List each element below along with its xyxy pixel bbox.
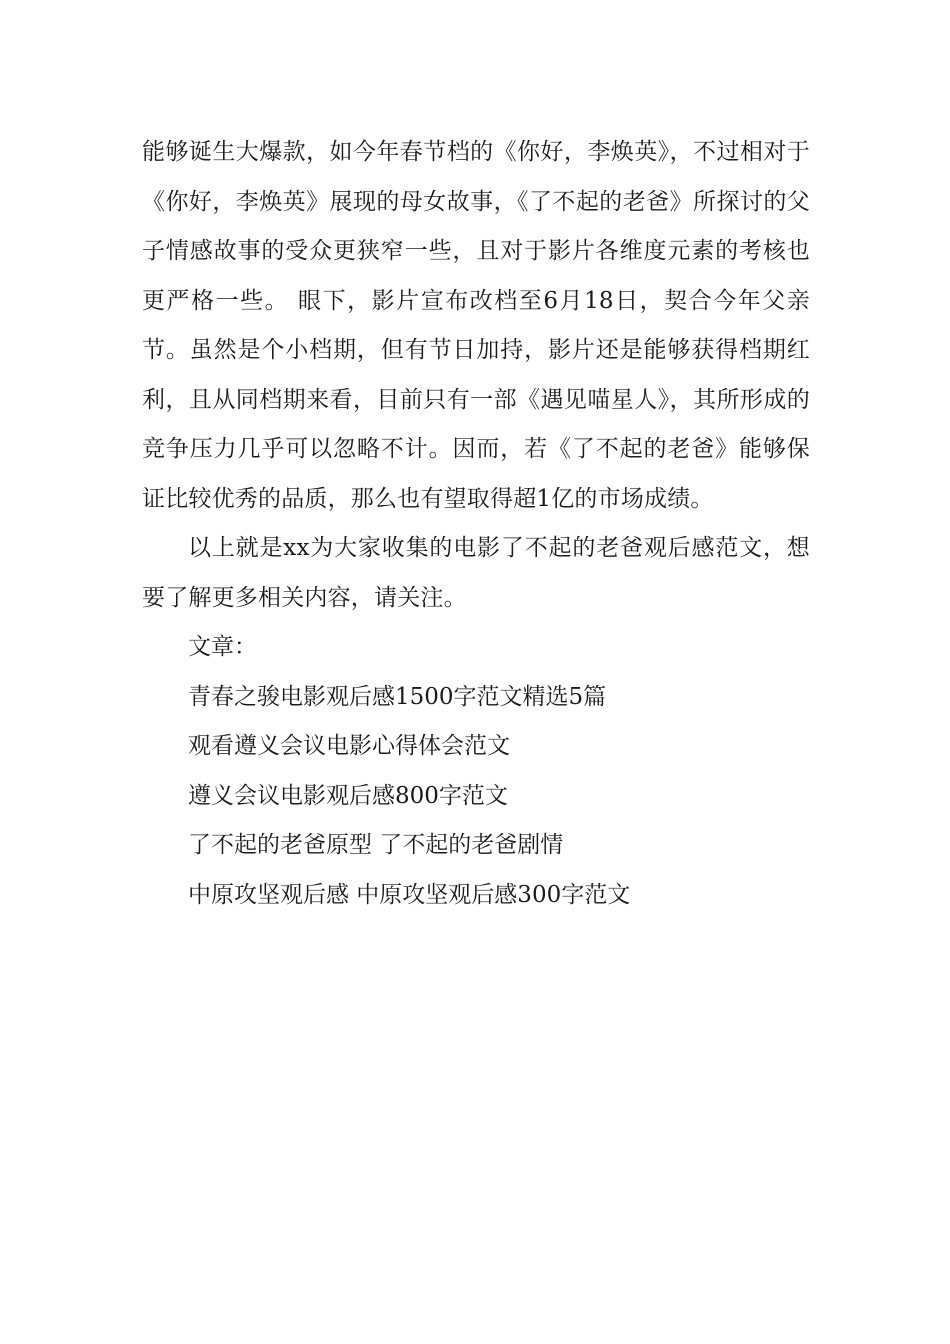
related-article-link[interactable]: 观看遵义会议电影心得体会范文	[188, 733, 510, 759]
related-article-link[interactable]: 遵义会议电影观后感800字范文	[188, 782, 508, 809]
related-article-link[interactable]: 青春之骏电影观后感1500字范文精选5篇	[188, 683, 607, 710]
related-article-link[interactable]: 中原攻坚观后感 中原攻坚观后感300字范文	[188, 881, 631, 908]
related-articles-list	[142, 623, 810, 920]
related-article-link[interactable]: 了不起的老爸原型 了不起的老爸剧情	[188, 832, 564, 858]
document-body	[142, 128, 810, 920]
body-paragraph-1: 能够诞生大爆款，如今年春节档的《你好，李焕英》，不过相对于《你好，李焕英》展现的母女故事，《了不起的老爸》所探讨的父子情感故事的受众更狭窄一些，且对于影片各维度元素的考核也更严格一些。 眼下，影片宣布改档至6月18日，契合今年父亲节。虽然是个小档期，但有节日加持，影片还是能够获得档期红利，且从同档期来看，目前只有一部《遇见喵星人》，其所形成的竞争压力几乎可以忽略不计。因而，若《了不起的老爸》能够保证比较优秀的品质，那么也有望取得超1亿的市场成绩。	[142, 139, 810, 512]
related-articles-label: 文章：	[188, 634, 257, 660]
body-paragraph-2: 以上就是xx为大家收集的电影了不起的老爸观后感范文，想要了解更多相关内容，请关注。	[142, 535, 810, 611]
